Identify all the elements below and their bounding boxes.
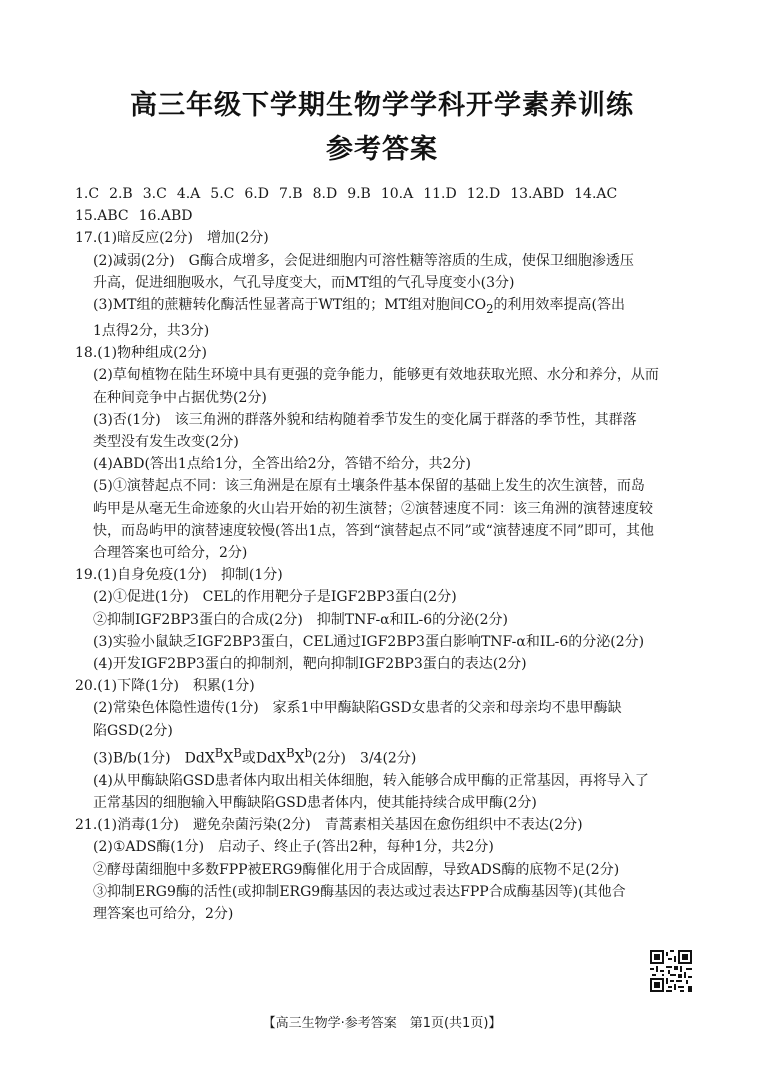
answer-text: 抑制TNF-α和IL-6的分泌(2分) [316, 611, 508, 628]
mc-answer: 14.AC [574, 186, 618, 202]
answer-text: 青蒿素相关基因在愈伤组织中不表达(2分) [324, 817, 583, 834]
q17-line [75, 250, 700, 272]
answer-text: 21.(1)消毒(1分) [75, 817, 179, 834]
mc-answer: 2.B [109, 186, 133, 202]
q19-line [75, 586, 700, 608]
mc-answer: 8.D [312, 186, 338, 202]
answer-text: (2)①促进(1分) [93, 589, 189, 606]
mc-answer: 16.ABD [138, 208, 193, 225]
answer-text: 积累(1分) [192, 678, 255, 695]
answer-text: (2)减弱(2分) [93, 252, 175, 269]
answer-text: 避免杂菌污染(2分) [192, 817, 311, 834]
mc-answer: 10.A [380, 186, 414, 202]
q18-line: (2)草甸植物在陆生环境中具有更强的竞争能力，能够更有效地获取光照、水分和养分，从而 [93, 367, 659, 384]
q19-line [75, 609, 700, 631]
q19-line: (3)实验小鼠缺乏IGF2BP3蛋白，CEL通过IGF2BP3蛋白影响TNF-α和IL-6的分泌(2分) [93, 633, 645, 650]
answer-text: (2分) [312, 750, 346, 767]
answer-text: ②抑制IGF2BP3蛋白的合成(2分) [93, 611, 303, 628]
mc-answer: 13.ABD [510, 186, 565, 202]
q17-line [75, 294, 700, 320]
mc-answer: 7.B [278, 186, 303, 202]
page-footer: 【高三生物学·参考答案 第1页(共1页)】 [262, 1016, 502, 1031]
answer-text: (3)否(1分) [93, 411, 161, 428]
mc-answer: 4.A [176, 186, 201, 202]
q20-line [75, 697, 700, 719]
answer-content [75, 183, 700, 925]
q19-line: (4)开发IGF2BP3蛋白的抑制剂，靶向抑制IGF2BP3蛋白的表达(2分) [93, 656, 527, 673]
q18-line: (5)①演替起点不同：该三角洲是在原有土壤条件基本保留的基础上发生的次生演替，而岛 [93, 478, 645, 495]
q19-line [75, 564, 700, 586]
q17-line: 升高，促进细胞吸水，气孔导度变大，而MT组的气孔导度变小(3分) [93, 274, 515, 291]
superscript: B [214, 745, 224, 760]
answer-text: (3)B/b(1分) [93, 750, 171, 767]
mc-answer: 1.C [75, 186, 100, 202]
q20-line: 正常基因的细胞输入甲酶缺陷GSD患者体内，使其能持续合成甲酶(2分) [93, 794, 537, 811]
answer-text: 家系1中甲酶缺陷GSD女患者的父亲和母亲均不患甲酶缺 [272, 700, 622, 717]
q17-line [75, 227, 700, 249]
q20-line: (4)从甲酶缺陷GSD患者体内取出相关体细胞，转入能够合成甲酶的正常基因，再将导入了 [93, 772, 649, 789]
q18-line: 在种间竞争中占据优势(2分) [93, 389, 267, 406]
mc-answers-line-2 [75, 205, 700, 227]
answer-text: CEL的作用靶分子是IGF2BP3蛋白(2分) [202, 589, 457, 606]
mc-answers-line-1 [75, 183, 700, 205]
q18-line: 合理答案也可给分，2分) [93, 545, 248, 562]
answer-text: 启动子、终止子(答出2种，每种1分，共2分) [218, 839, 494, 856]
superscript: B [286, 745, 295, 760]
answer-text: 的利用效率提高(答出 [493, 297, 625, 314]
mc-answer: 9.B [347, 186, 371, 202]
answer-text: G酶合成增多，会促进细胞内可溶性糖等溶质的生成，使保卫细胞渗透压 [188, 252, 634, 269]
genotype-text: DdX [184, 750, 215, 767]
q18-line: 屿甲是从毫无生命迹象的火山岩开始的初生演替；②演替速度不同：该三角洲的演替速度较 [93, 500, 653, 517]
q20-line [75, 675, 700, 697]
q20-line: 陷GSD(2分) [93, 722, 173, 739]
q21-line: ③抑制ERG9酶的活性(或抑制ERG9酶基因的表达或过表达FPP合成酶基因等)(其他合 [93, 883, 626, 900]
genotype-text: X [223, 750, 234, 767]
q21-line [75, 814, 700, 836]
answer-text: 17.(1)暗反应(2分) [75, 230, 193, 247]
answer-text: 20.(1)下降(1分) [75, 678, 179, 695]
subscript: 2 [486, 301, 494, 316]
q18-line: (4)ABD(答出1点给1分，全答出给2分，答错不给分，共2分) [93, 456, 472, 473]
answer-text: 抑制(1分) [220, 567, 283, 584]
q18-line: 18.(1)物种组成(2分) [75, 345, 207, 362]
mc-answer: 11.D [423, 186, 457, 202]
mc-answer: 6.D [244, 186, 269, 202]
mc-answer: 15.ABC [75, 208, 129, 225]
q18-line: 快，而岛屿甲的演替速度较慢(答出1点，答到“演替起点不同”或“演替速度不同”即可，其他 [93, 522, 654, 539]
q21-line: ②酵母菌细胞中多数FPP被ERG9酶催化用于合成固醇，导致ADS酶的底物不足(2分) [93, 861, 620, 878]
answer-text: (3)MT组的蔗糖转化酶活性显著高于WT组的；MT组对胞间CO [93, 297, 487, 314]
q21-line [75, 836, 700, 858]
q18-line [75, 409, 700, 431]
q18-line: 类型没有发生改变(2分) [93, 434, 239, 451]
answer-text: 19.(1)自身免疫(1分) [75, 567, 207, 584]
q21-line: 理答案也可给分，2分) [93, 905, 234, 922]
answer-text: 3/4(2分) [359, 750, 417, 767]
q20-line [75, 742, 700, 770]
page-subtitle: 参考答案 [326, 134, 438, 165]
mc-answer: 3.C [142, 186, 167, 202]
mc-answer: 5.C [210, 186, 235, 202]
genotype-text: X [294, 750, 305, 767]
answer-text: (2)常染色体隐性遗传(1分) [93, 700, 259, 717]
mc-answer: 12.D [466, 186, 501, 202]
answer-text: 增加(2分) [206, 230, 269, 247]
genotype-text: 或DdX [241, 750, 287, 767]
q17-line: 1点得2分，共3分) [93, 323, 210, 340]
superscript: b [304, 745, 313, 760]
answer-text: 该三角洲的群落外貌和结构随着季节发生的变化属于群落的季节性，其群落 [174, 411, 637, 428]
page-title: 高三年级下学期生物学学科开学素养训练 [130, 90, 634, 121]
qr-code-icon [650, 950, 692, 992]
superscript: B [233, 745, 242, 760]
answer-text: (2)①ADS酶(1分) [93, 839, 205, 856]
